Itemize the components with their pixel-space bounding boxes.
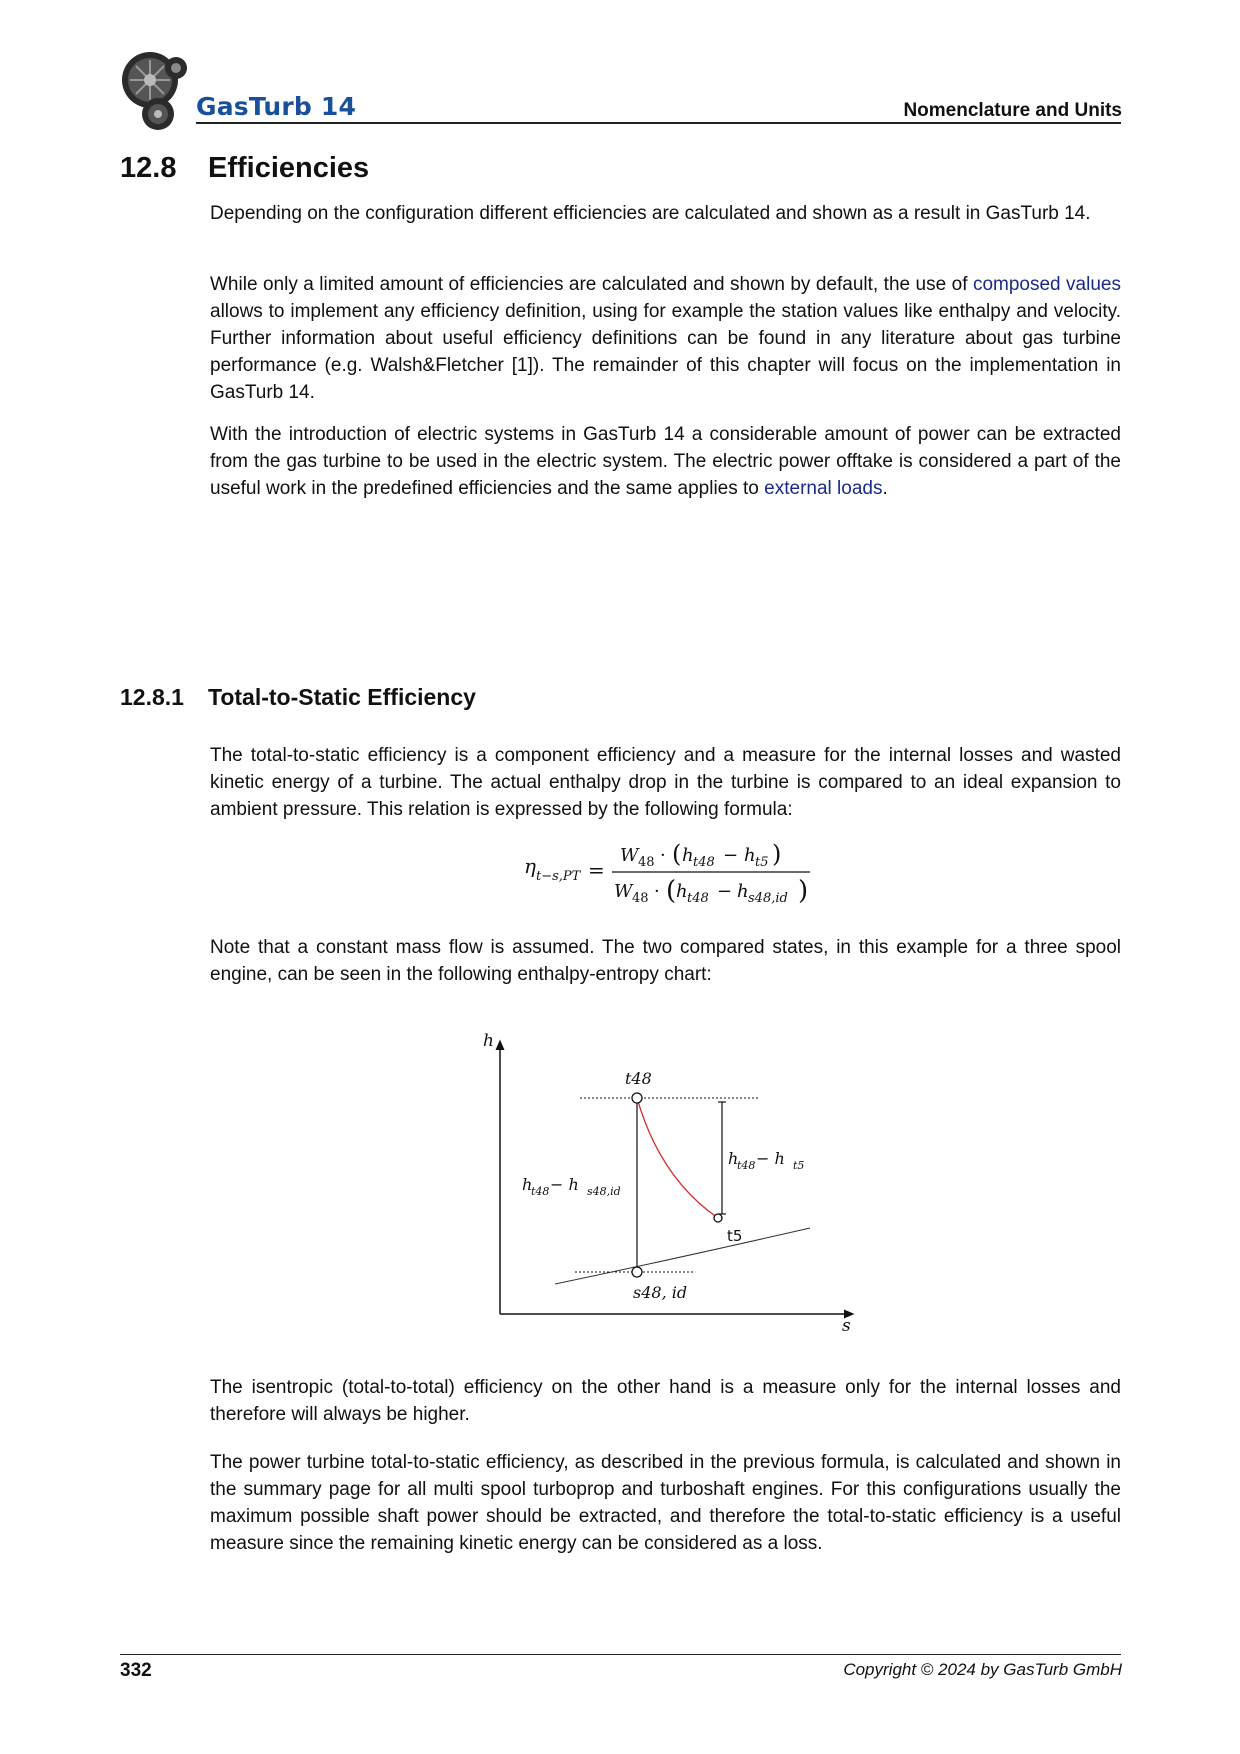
subsection-paragraph-2: Note that a constant mass flow is assumed. The two compared states, in this example for a three spool engine, can be seen in the following enthalpy-entropy chart:: [210, 937, 1121, 985]
external-loads-link[interactable]: external loads: [764, 478, 883, 499]
label-t5: t5: [727, 1227, 743, 1245]
formula-eta-subscript: t−s,PT: [536, 869, 581, 884]
page-number: 332: [120, 1660, 152, 1681]
p2-text-start: While only a limited amount of efficiencies are calculated and shown by default, the use of: [210, 274, 973, 295]
label-actual-drop-sub1: t48: [737, 1159, 756, 1172]
actual-expansion-curve: [637, 1098, 718, 1218]
label-actual-drop: [728, 1149, 804, 1172]
formula-num-w-sub: 48: [638, 855, 655, 870]
p2-text-end: allows to implement any efficiency definition, using for example the station values like enthalpy and velocity. Further information about useful efficiency definitions can be found in any literature about gas turbine performance (e.g. Walsh&Fletcher [1]). The remainder of this chapter will focus on the implementation in GasTurb 14.: [210, 301, 1121, 403]
formula-den-minus: −: [717, 881, 733, 902]
section-paragraph-2: [210, 271, 1121, 406]
label-actual-drop-h1: h: [728, 1149, 739, 1168]
subsection-paragraph-4: The power turbine total-to-static efficiency, as described in the previous formula, is calculated and shown in the summary page for all multi spool turboprop and turboshaft engines. For this configurations usually the maximum possible shaft power should be extracted, and therefore the total-to-static efficiency is a useful measure since the remaining kinetic energy can be considered as a loss.: [210, 1452, 1121, 1554]
formula-den-lparen: (: [666, 876, 677, 906]
formula-equals: =: [588, 858, 605, 882]
formula-den-h1: h: [676, 881, 688, 902]
formula-den-rparen: ): [798, 876, 809, 906]
label-ideal-drop: [522, 1175, 621, 1198]
label-s48id: s48, id: [633, 1283, 688, 1302]
section-paragraph-3: [210, 421, 1121, 502]
label-actual-drop-mid: − h: [756, 1149, 785, 1168]
formula-den-w-sub: 48: [632, 891, 649, 906]
subsection-paragraph-1: The total-to-static efficiency is a component efficiency and a measure for the internal losses and wasted kinetic energy of a turbine. The actual enthalpy drop in the turbine is compared to an ideal expansion to ambient pressure. This relation is expressed by the following formula:: [210, 745, 1121, 820]
footer-rule: [120, 1654, 1121, 1655]
efficiency-formula: [524, 840, 824, 910]
copyright-notice: Copyright © 2024 by GasTurb GmbH: [843, 1660, 1122, 1679]
logo-text: GasTurb 14: [196, 92, 357, 121]
formula-num-lparen: (: [672, 840, 682, 868]
p3-text-start: With the introduction of electric systems in GasTurb 14 a considerable amount of power can be extracted from the gas turbine to be used in the electric system. The electric power offtake is considered a part of the useful work in the predefined efficiencies and the same applies to: [210, 424, 1121, 499]
section-number: 12.8: [120, 152, 177, 184]
header-section-title: Nomenclature and Units: [903, 100, 1122, 121]
label-ideal-drop-sub1: t48: [531, 1185, 550, 1198]
ambient-isobar: [555, 1228, 810, 1284]
x-axis-label: s: [842, 1316, 851, 1336]
formula-num-h2: h: [744, 845, 756, 866]
label-ideal-drop-mid: − h: [550, 1175, 579, 1194]
state-point-t48: [632, 1093, 642, 1103]
y-axis-label: h: [483, 1031, 494, 1051]
label-ideal-drop-h1: h: [522, 1175, 533, 1194]
formula-num-rparen: ): [772, 840, 782, 868]
state-point-s48id: [632, 1267, 642, 1277]
subsection-number: 12.8.1: [120, 684, 184, 710]
formula-den-h2-sub: s48,id: [748, 891, 788, 906]
p3-text-end: .: [882, 478, 888, 499]
header-rule: [196, 122, 1121, 124]
state-point-t5: [714, 1214, 722, 1222]
subsection-paragraph-3: The isentropic (total-to-total) efficiency on the other hand is a measure only for the internal losses and therefore will always be higher.: [210, 1377, 1121, 1425]
formula-den-dot: ·: [654, 881, 660, 902]
section-heading: [120, 152, 369, 185]
composed-values-link[interactable]: composed values: [972, 274, 1121, 295]
formula-num-h2-sub: t5: [755, 855, 769, 870]
formula-num-h1-sub: t48: [693, 855, 715, 870]
formula-den-h1-sub: t48: [687, 891, 709, 906]
subsection-heading: [120, 684, 476, 711]
section-title: Efficiencies: [208, 152, 370, 184]
formula-den-h2: h: [737, 881, 749, 902]
formula-num-minus: −: [723, 845, 739, 866]
label-t48: t48: [625, 1069, 652, 1088]
label-actual-drop-sub2: t5: [793, 1159, 805, 1172]
subsection-title: Total-to-Static Efficiency: [208, 684, 476, 710]
formula-den-w: W: [614, 881, 633, 902]
formula-num-w: W: [620, 845, 639, 866]
formula-num-h1: h: [682, 845, 694, 866]
section-paragraph-1: Depending on the configuration different efficiencies are calculated and shown as a result in GasTurb 14.: [210, 203, 1091, 224]
enthalpy-entropy-diagram: [470, 1028, 860, 1340]
formula-num-dot: ·: [660, 845, 666, 866]
label-ideal-drop-sub2: s48,id: [587, 1185, 621, 1198]
formula-eta: η: [524, 854, 536, 878]
